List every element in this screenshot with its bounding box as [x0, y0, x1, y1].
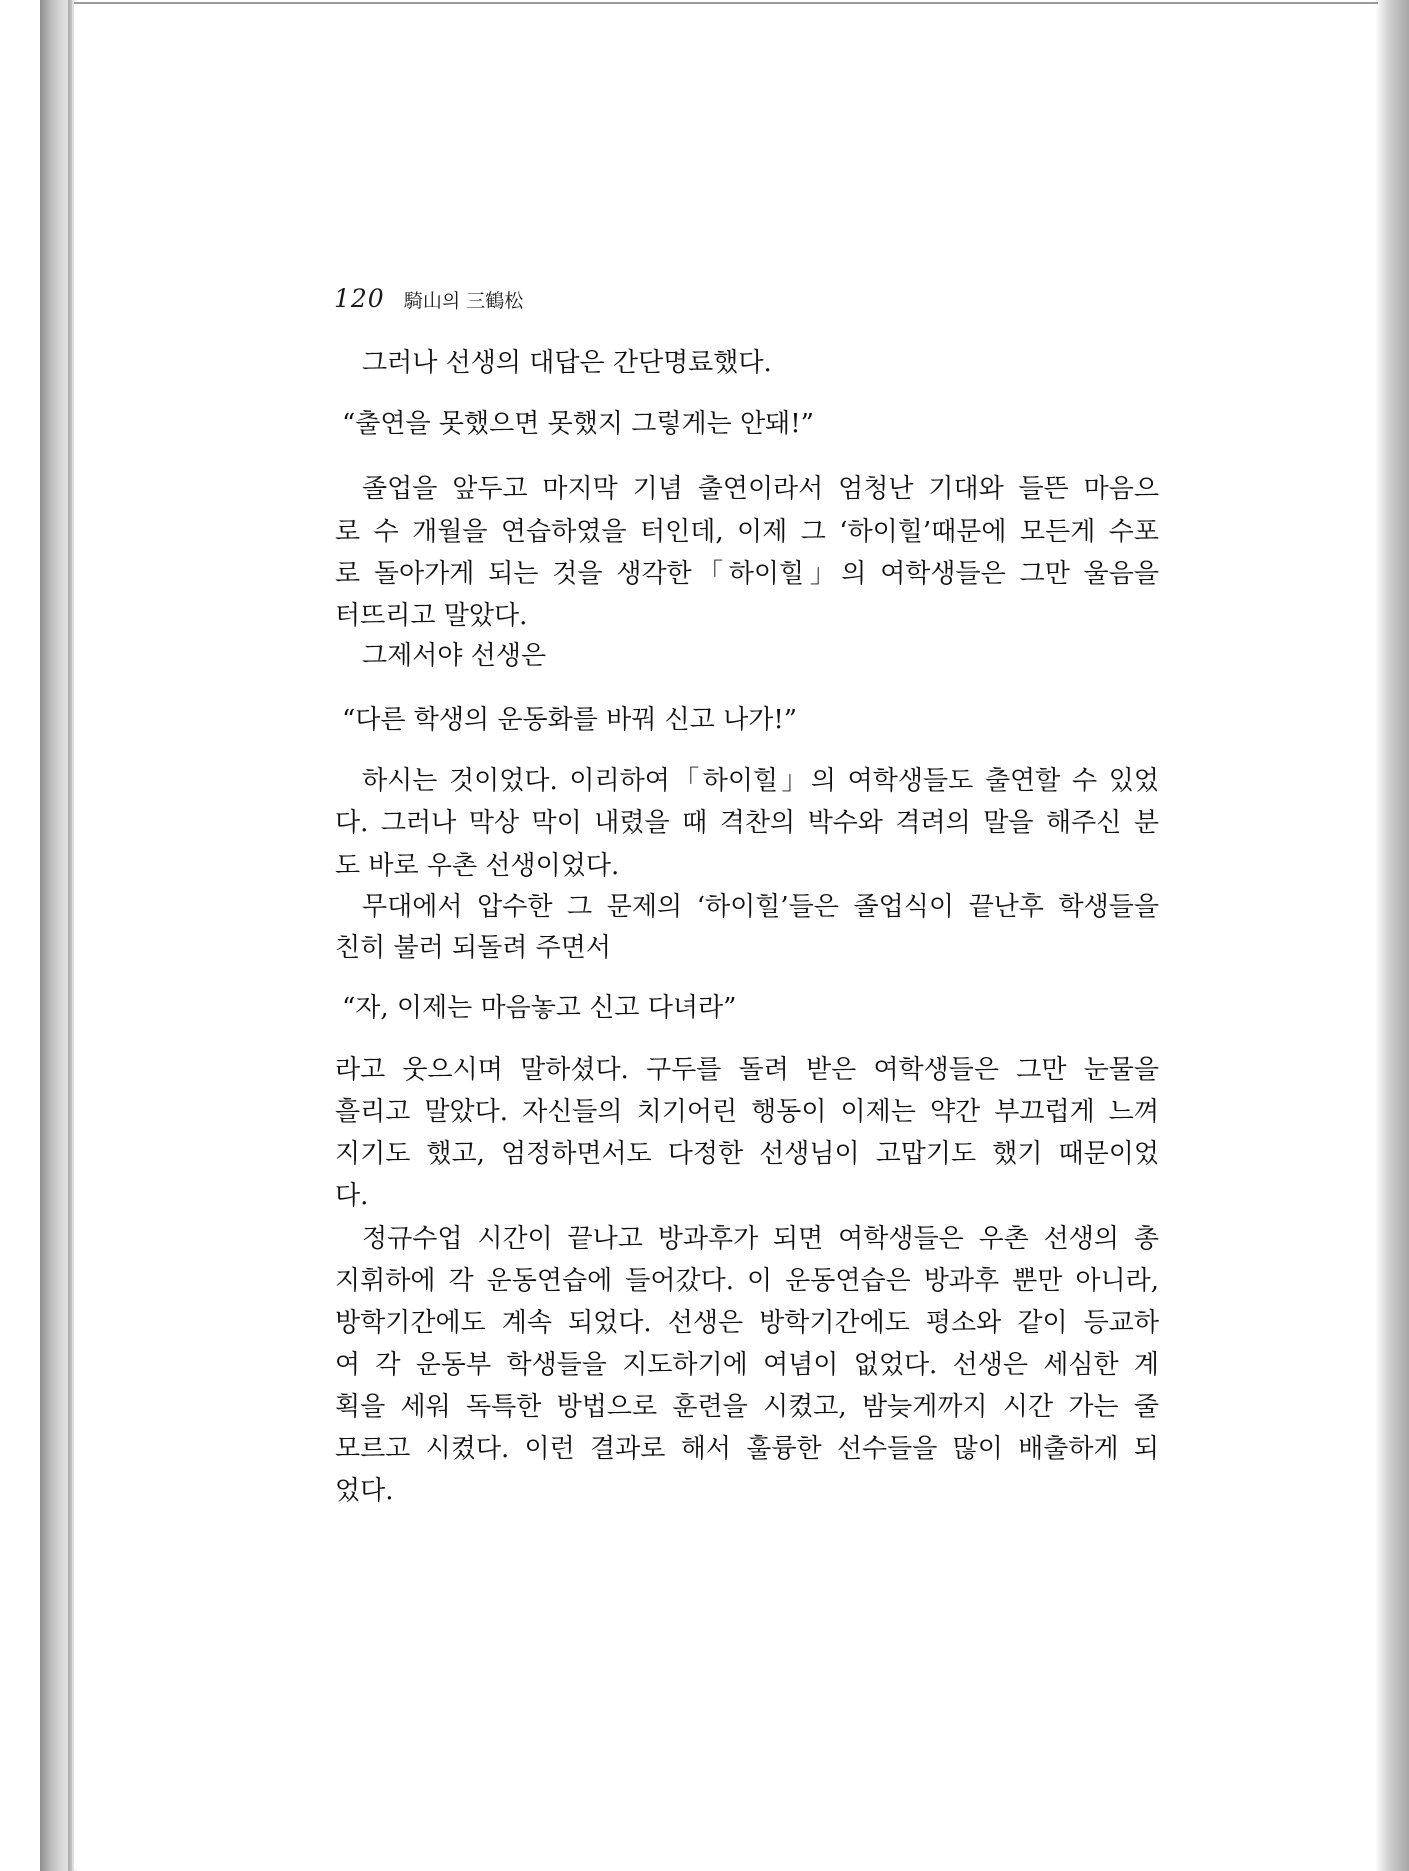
text-line: 획을 세워 독특한 방법으로 훈련을 시켰고, 밤늦게까지 시간 가는 줄 [335, 1392, 1159, 1422]
text-line: 여 각 운동부 학생들을 지도하기에 여념이 없었다. 선생은 세심한 계 [335, 1350, 1159, 1380]
text-line: 그러나 선생의 대답은 간단명료했다. [362, 348, 772, 378]
text-line: 다. 그러나 막상 막이 내렸을 때 격찬의 박수와 격려의 말을 해주신 분 [335, 808, 1159, 838]
text-line: 정규수업 시간이 끝나고 방과후가 되면 여학생들은 우촌 선생의 총 [362, 1224, 1159, 1254]
text-line: 도 바로 우촌 선생이었다. [335, 851, 620, 881]
text-line: 무대에서 압수한 그 문제의 ‘하이힐’들은 졸업식이 끝난후 학생들을 [362, 892, 1159, 922]
text-line: 로 돌아가게 되는 것을 생각한「하이힐」의 여학생들은 그만 울음을 [335, 559, 1159, 589]
page-right-shadow [1375, 0, 1409, 1871]
text-line: 지휘하에 각 운동연습에 들어갔다. 이 운동연습은 방과후 뿐만 아니라, [335, 1266, 1159, 1296]
quote-line: “다른 학생의 운동화를 바꿔 신고 나가!” [342, 705, 798, 735]
text-line: 졸업을 앞두고 마지막 기념 출연이라서 엄청난 기대와 들뜬 마음으 [362, 474, 1159, 504]
text-line: 그제서야 선생은 [362, 641, 547, 671]
text-line: 하시는 것이었다. 이리하여「하이힐」의 여학생들도 출연할 수 있었 [362, 766, 1159, 796]
text-line: 친히 불러 되돌려 주면서 [335, 933, 611, 963]
text-line: 방학기간에도 계속 되었다. 선생은 방학기간에도 평소와 같이 등교하 [335, 1308, 1159, 1338]
text-line: 지기도 했고, 엄정하면서도 다정한 선생님이 고맙기도 했기 때문이었 [335, 1139, 1159, 1169]
page-number: 120 [334, 284, 385, 313]
page-sheet [74, 2, 1378, 1870]
text-line: 흘리고 말았다. 자신들의 치기어린 행동이 이제는 약간 부끄럽게 느껴 [335, 1097, 1159, 1127]
running-title: 騎山의 三鶴松 [403, 290, 524, 312]
text-line: 었다. [335, 1476, 394, 1506]
text-line: 모르고 시켰다. 이런 결과로 해서 훌륭한 선수들을 많이 배출하게 되 [335, 1434, 1159, 1464]
quote-line: “자, 이제는 마음놓고 신고 다녀라” [342, 993, 737, 1023]
text-line: 다. [335, 1181, 369, 1211]
text-line: 터뜨리고 말았다. [335, 601, 528, 631]
page-header [334, 284, 523, 313]
text-line: 라고 웃으시며 말하셨다. 구두를 돌려 받은 여학생들은 그만 눈물을 [335, 1055, 1159, 1085]
quote-line: “출연을 못했으면 못했지 그렇게는 안돼!” [342, 409, 814, 439]
text-line: 로 수 개월을 연습하였을 터인데, 이제 그 ‘하이힐’때문에 모든게 수포 [335, 517, 1159, 547]
